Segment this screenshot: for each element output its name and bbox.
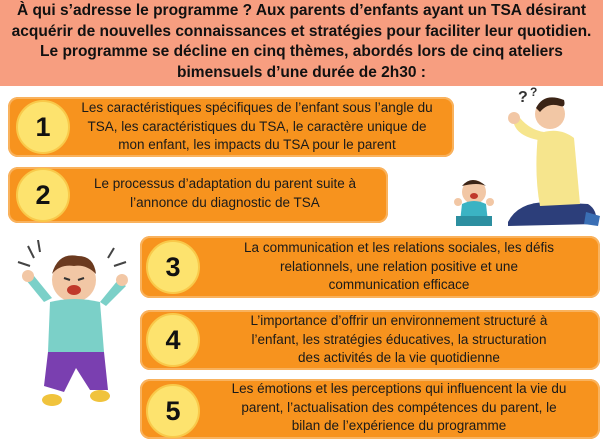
theme-number-5: 5 (146, 384, 200, 438)
theme-text-5: Les émotions et les perceptions qui influencent la vie du parent, l’actualisation des compétences du parent, le bilan de l’expérience du programme (231, 381, 567, 433)
svg-text:?: ? (530, 85, 538, 99)
parent-and-toddler-illustration (448, 84, 603, 234)
header-line: bimensuels d’une durée de 2h30 : (177, 63, 426, 81)
theme-number-3: 3 (146, 240, 200, 294)
theme-number-4: 4 (146, 313, 200, 367)
theme-text-1: Les caractéristiques spécifiques de l’enfant sous l’angle du TSA, les caractéristiques du TSA, le caractère unique de mon enfant, les impacts du TSA pour le parent (81, 100, 433, 152)
svg-text:?: ? (518, 89, 528, 106)
header-line: Le programme se décline en cinq thèmes, abordés lors de cinq ateliers (40, 43, 563, 60)
theme-text-2: Le processus d’adaptation du parent suite à l’annonce du diagnostic de TSA (94, 176, 356, 210)
theme-number-2: 2 (16, 168, 70, 222)
theme-text-3: La communication et les relations sociales, les défis relationnels, une relation positive et une communication efficace (244, 240, 554, 292)
upset-child-illustration (14, 240, 134, 418)
theme-number-1: 1 (16, 100, 70, 154)
intro-header (0, 0, 603, 86)
theme-text-4: L’importance d’offrir un environnement structuré à l’enfant, les stratégies éducatives, la structuration des activités de la vie quotidienne (250, 313, 548, 365)
header-line: À qui s’adresse le programme ? Aux parents d’enfants ayant un TSA désirant (16, 2, 587, 19)
header-line: acquérir de nouvelles connaissances et stratégies pour faciliter leur quotidien. (11, 22, 592, 40)
